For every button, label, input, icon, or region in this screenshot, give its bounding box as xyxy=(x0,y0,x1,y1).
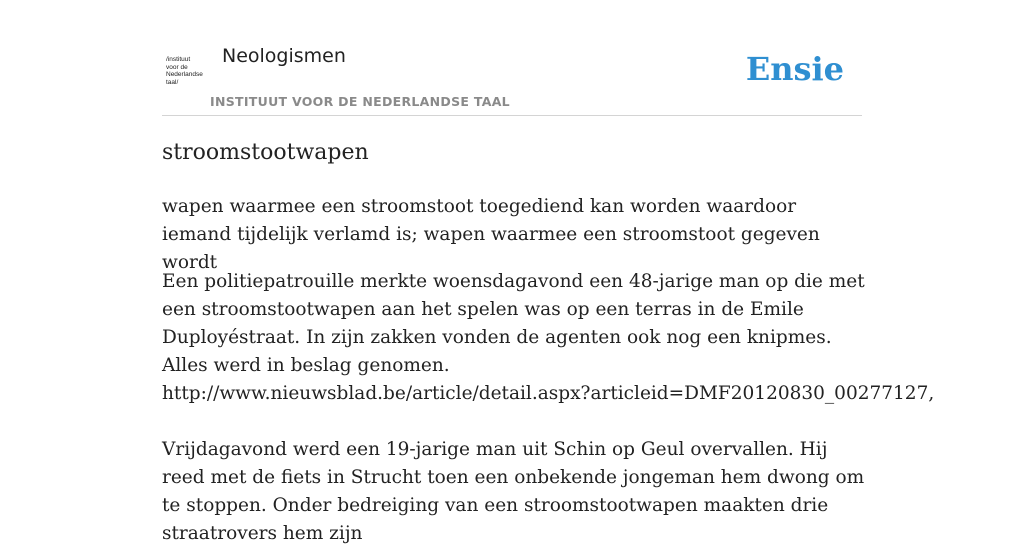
site-subtitle: INSTITUUT VOOR DE NEDERLANDSE TAAL xyxy=(210,94,510,109)
brand-logo-link[interactable]: Ensie xyxy=(745,50,844,88)
header-divider xyxy=(162,115,862,116)
institute-logo[interactable] xyxy=(166,56,206,90)
site-title[interactable]: Neologismen xyxy=(222,45,346,67)
entry-examples xyxy=(162,268,935,548)
example-text: Een politiepatrouille merkte woensdagavond een 48-jarige man op die met een stroomstootwapen aan het spelen was op een terras in de Emile Duployéstraat. In zijn zakken vonden de agenten ook nog een knipmes. Alles werd in beslag genomen. xyxy=(162,271,865,376)
example-source: http://www.nieuwsblad.be/article/detail.aspx?articleid=DMF20120830_00277127, xyxy=(162,383,935,404)
logo-line: taal/ xyxy=(166,78,179,86)
entry-headword: stroomstootwapen xyxy=(162,140,369,165)
example-spacer xyxy=(162,408,867,436)
example-text: Vrijdagavond werd een 19-jarige man uit Schin op Geul overvallen. Hij reed met de fiets in Strucht toen een onbekende jongeman hem dwong om te stoppen. Onder bedreiging van een stroomstootwapen maakten drie straatrovers hem zijn xyxy=(162,439,865,544)
logo-line: /instituut xyxy=(166,56,191,63)
entry-definition: wapen waarmee een stroomstoot toegediend kan worden waardoor iemand tijdelijk verlamd is; wapen waarmee een stroomstoot gegeven wordt xyxy=(162,196,820,273)
logo-line: Nederlandse xyxy=(166,71,203,78)
logo-line: voor de xyxy=(166,63,188,71)
